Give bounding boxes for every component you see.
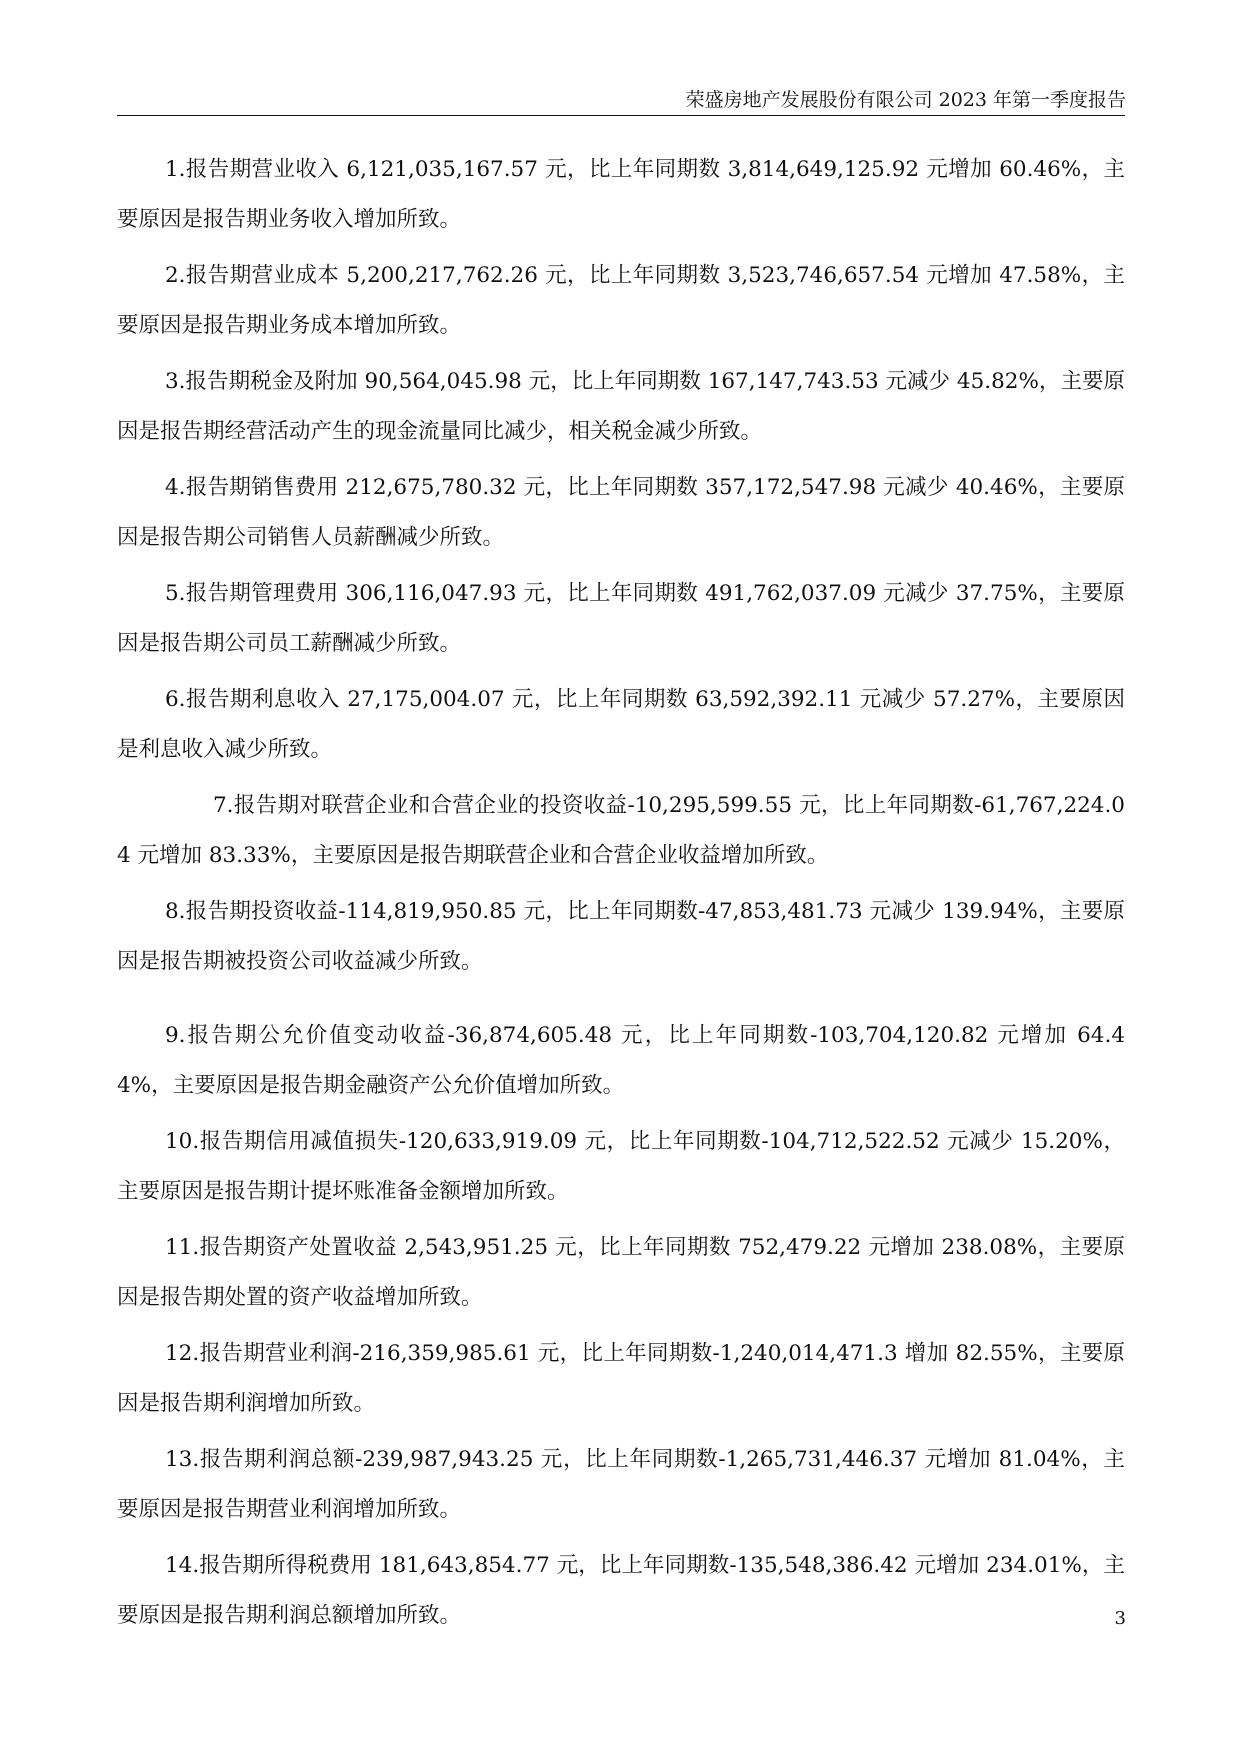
paragraph-income-tax: 14.报告期所得税费用 181,643,854.77 元，比上年同期数-135,548,386.42 元增加 234.01%，主要原因是报告期利润总额增加所致。 [117, 1553, 1125, 1628]
paragraph-taxes-surcharges: 3.报告期税金及附加 90,564,045.98 元，比上年同期数 167,147,743.53 元减少 45.82%，主要原因是报告期经营活动产生的现金流量同比减少，相关税金减少所致。 [117, 369, 1125, 444]
paragraph-operating-profit: 12.报告期营业利润-216,359,985.61 元，比上年同期数-1,240,014,471.3 增加 82.55%，主要原因是报告期利润增加所致。 [117, 1341, 1125, 1416]
paragraph-credit-impairment: 10.报告期信用减值损失-120,633,919.09 元，比上年同期数-104,712,522.52 元减少 15.20%，主要原因是报告期计提坏账准备金额增加所致。 [117, 1129, 1125, 1204]
paragraph-selling-expenses: 4.报告期销售费用 212,675,780.32 元，比上年同期数 357,172,547.98 元减少 40.46%，主要原因是报告期公司销售人员薪酬减少所致。 [117, 475, 1125, 550]
report-body [117, 145, 1125, 1647]
paragraph-fair-value-change: 9.报告期公允价值变动收益-36,874,605.48 元，比上年同期数-103,704,120.82 元增加 64.44%，主要原因是报告期金融资产公允价值增加所致。 [117, 1023, 1125, 1098]
report-header-title: 荣盛房地产发展股份有限公司 2023 年第一季度报告 [685, 89, 1126, 111]
paragraph-associate-jv-income: 7.报告期对联营企业和合营企业的投资收益-10,295,599.55 元，比上年同期数-61,767,224.04 元增加 83.33%，主要原因是报告期联营企业和合营企业收益增加所致。 [117, 793, 1125, 868]
paragraph-operating-revenue: 1.报告期营业收入 6,121,035,167.57 元，比上年同期数 3,814,649,125.92 元增加 60.46%，主要原因是报告期业务收入增加所致。 [117, 157, 1125, 232]
paragraph-admin-expenses: 5.报告期管理费用 306,116,047.93 元，比上年同期数 491,762,037.09 元减少 37.75%，主要原因是报告期公司员工薪酬减少所致。 [117, 581, 1125, 656]
page-number: 3 [1114, 1608, 1126, 1629]
header-divider [117, 115, 1125, 116]
paragraph-investment-income: 8.报告期投资收益-114,819,950.85 元，比上年同期数-47,853,481.73 元减少 139.94%，主要原因是报告期被投资公司收益减少所致。 [117, 899, 1125, 974]
paragraph-asset-disposal: 11.报告期资产处置收益 2,543,951.25 元，比上年同期数 752,479.22 元增加 238.08%，主要原因是报告期处置的资产收益增加所致。 [117, 1235, 1125, 1310]
paragraph-interest-income: 6.报告期利息收入 27,175,004.07 元，比上年同期数 63,592,392.11 元减少 57.27%，主要原因是利息收入减少所致。 [117, 687, 1125, 762]
paragraph-operating-cost: 2.报告期营业成本 5,200,217,762.26 元，比上年同期数 3,523,746,657.54 元增加 47.58%，主要原因是报告期业务成本增加所致。 [117, 263, 1125, 338]
paragraph-total-profit: 13.报告期利润总额-239,987,943.25 元，比上年同期数-1,265,731,446.37 元增加 81.04%，主要原因是报告期营业利润增加所致。 [117, 1447, 1125, 1522]
